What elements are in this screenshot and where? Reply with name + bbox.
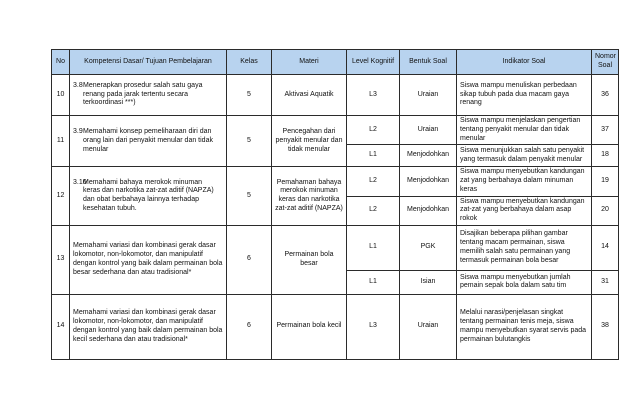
row-level: L2 [347,167,400,196]
row-indikator: Siswa mampu menyebutkan kandungan zat yang berbahaya dalam minuman keras [457,167,592,196]
row-nomor: 18 [592,145,619,167]
row-kelas: 5 [227,75,272,116]
row-level: L2 [347,196,400,225]
row-no: 11 [52,116,70,167]
row-level: L1 [347,270,400,294]
row-nomor: 37 [592,116,619,145]
row-nomor: 36 [592,75,619,116]
row-indikator: Siswa menunjukkan salah satu penyakit yang termasuk dalam penyakit menular [457,145,592,167]
row-indikator: Siswa mampu menyebutkan kandungan zat-zat yang berbahaya dalam asap rokok [457,196,592,225]
header-kompetensi-dasar: Kompetensi Dasar/ Tujuan Pembelajaran [70,50,227,75]
row-kompetensi-dasar: Memahami variasi dan kombinasi gerak dasar lokomotor, non-lokomotor, dan manipulatif dengan kontrol yang baik dalam permainan bola besar sederhana dan atau tradisional* [70,225,227,294]
row-nomor: 38 [592,294,619,359]
row-kelas: 5 [227,116,272,167]
row-kelas: 6 [227,225,272,294]
row-materi: Permainan bola besar [272,225,347,294]
row-bentuk: Menjodohkan [400,145,457,167]
row-kelas: 6 [227,294,272,359]
kd-text: Memahami konsep pemeliharaan diri dan orang lain dari penyakit menular dan tidak menular [83,128,213,153]
row-bentuk: Isian [400,270,457,294]
kd-number: 3.9 [73,128,83,135]
header-indikator-soal: Indikator Soal [457,50,592,75]
row-materi: Permainan bola kecil [272,294,347,359]
row-indikator: Siswa mampu menuliskan perbedaan sikap tubuh pada dua macam gaya renang [457,75,592,116]
table-row [52,167,619,196]
row-nomor: 20 [592,196,619,225]
row-indikator: Melalui narasi/penjelasan singkat tentang permainan tenis meja, siswa mampu menyebutkan syarat servis pada permainan bulutangkis [457,294,592,359]
row-level: L3 [347,294,400,359]
header-kelas: Kelas [227,50,272,75]
table-row [52,116,619,145]
row-bentuk: Menjodohkan [400,167,457,196]
header-nomor-soal: Nomor Soal [592,50,619,75]
row-materi: Pemahaman bahaya merokok minuman keras dan narkotika zat-zat aditif (NAPZA) [272,167,347,226]
table-row [52,225,619,270]
kd-number: 3.8 [73,81,83,89]
row-bentuk: Uraian [400,75,457,116]
table-row [52,75,619,116]
row-bentuk: Uraian [400,294,457,359]
row-no: 10 [52,75,70,116]
row-bentuk: PGK [400,225,457,270]
row-level: L3 [347,75,400,116]
row-no: 14 [52,294,70,359]
row-materi: Pencegahan dari penyakit menular dan tidak menular [272,116,347,167]
header-level-kognitif: Level Kognitif [347,50,400,75]
row-kompetensi-dasar [70,167,227,226]
kisi-kisi-table [51,49,619,360]
header-no: No [52,50,70,75]
kd-text: Menerapkan prosedur salah satu gaya renang pada jarak tertentu secara terkoordinasi ***) [83,81,203,107]
row-no: 13 [52,225,70,294]
row-level: L1 [347,225,400,270]
row-indikator: Siswa mampu menyebutkan jumlah pemain sepak bola dalam satu tim [457,270,592,294]
row-level: L1 [347,145,400,167]
row-kompetensi-dasar [70,116,227,167]
header-bentuk-soal: Bentuk Soal [400,50,457,75]
header-materi: Materi [272,50,347,75]
row-materi: Aktivasi Aquatik [272,75,347,116]
row-kompetensi-dasar: Memahami variasi dan kombinasi gerak dasar lokomotor, non-lokomotor, dan manipulatif dengan kontrol yang baik dalam permainan bola kecil sederhana dan atau tradisional* [70,294,227,359]
table-header-row [52,50,619,75]
table-row [52,294,619,359]
row-kelas: 5 [227,167,272,226]
row-nomor: 31 [592,270,619,294]
row-bentuk: Menjodohkan [400,196,457,225]
row-bentuk: Uraian [400,116,457,145]
row-level: L2 [347,116,400,145]
row-no: 12 [52,167,70,226]
kd-number: 3.10 [73,178,87,186]
row-kompetensi-dasar [70,75,227,116]
row-nomor: 14 [592,225,619,270]
row-nomor: 19 [592,167,619,196]
kd-text: Memahami bahaya merokok minuman keras dan narkotika zat-zat aditif (NAPZA) dan obat berbahaya lainnya terhadap kesehatan tubuh. [83,178,214,212]
row-indikator: Disajikan beberapa pilihan gambar tentang macam permainan, siswa memilih salah satu permainan yang termasuk permainan bola besar [457,225,592,270]
row-indikator: Siswa mampu menjelaskan pengertian tentang penyakit menular dan tidak menular [457,116,592,145]
